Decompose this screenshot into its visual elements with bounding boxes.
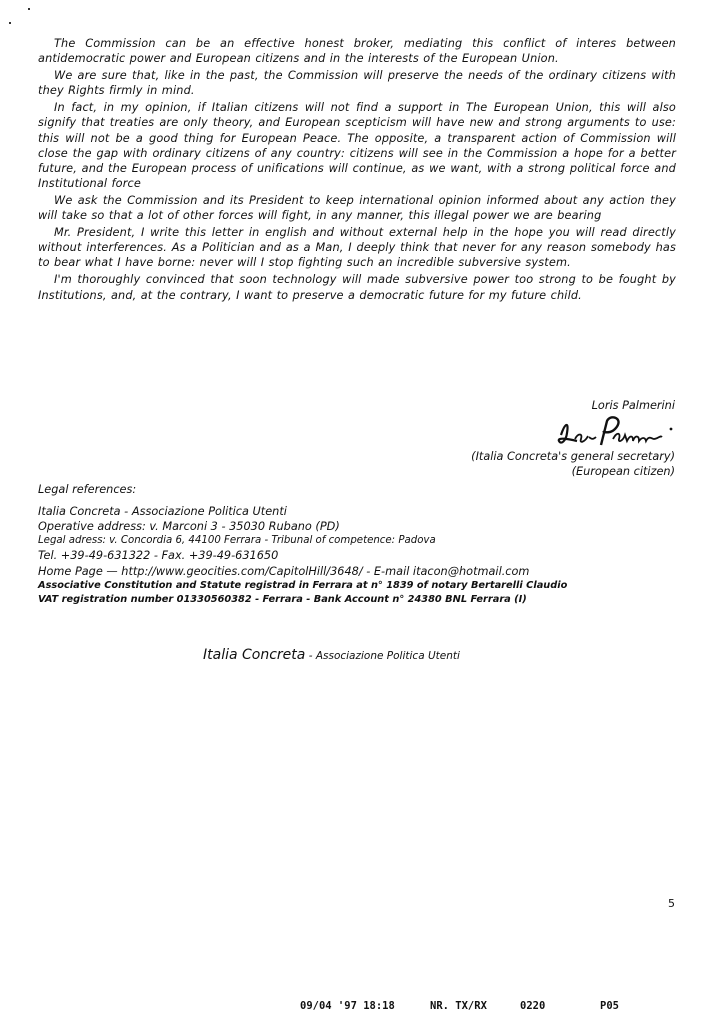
operative-address: Operative address: v. Marconi 3 - 35030 Rubano (PD) [38, 520, 340, 533]
legal-references [38, 482, 678, 606]
homepage-email: Home Page — http://www.geocities.com/CapitolHill/3648/ - E-mail itacon@hotmail.com [38, 565, 530, 578]
footer-org-name: Italia Concreta [203, 647, 306, 663]
paragraph: In fact, in my opinion, if Italian citizens will not find a support in The European Union, this will also signify that treaties are only theory, and European scepticism will have new and strong arguments to use: this will not be a good thing for European Peace. The opposite, a transparent action of Commission will close the gap with ordinary citizens of any country: citizens will see in the Commission a hope for a better future, and the European process of unifications will continue, as we want, with a strong political force and Institutional force [38, 101, 676, 190]
fax-transmission-header [300, 1000, 660, 1012]
paragraph: We are sure that, like in the past, the Commission will preserve the needs of the ordinary citizens with they Rights firmly in mind. [38, 69, 676, 98]
signature-block [375, 398, 675, 480]
phone-fax: Tel. +39-49-631322 - Fax. +39-49-631650 [38, 549, 279, 562]
paragraph: Mr. President, I write this letter in english and without external help in the hope you will read directly without interferences. As a Politician and as a Man, I deeply think that never for any reason somebody has to bear what I have borne: never will I stop fighting such an incredible subversive system. [38, 226, 676, 270]
signer-name: Loris Palmerini [591, 399, 675, 412]
legal-org: Italia Concreta - Associazione Politica Utenti [38, 505, 287, 518]
footer-org-sub: - Associazione Politica Utenti [305, 650, 460, 662]
legal-heading: Legal references: [38, 483, 137, 496]
paragraph: I'm thoroughly convinced that soon technology will made subversive power too strong to be fought by Institutions, and, at the contrary, I want to preserve a democratic future for my future child. [38, 273, 676, 302]
signer-role: (Italia Concreta's general secretary) [471, 449, 675, 463]
paragraph: The Commission can be an effective honest broker, mediating this conflict of interes between antidemocratic power and European citizens and in the interests of the European Union. [38, 37, 676, 66]
vat-line: VAT registration number 01330560382 - Ferrara - Bank Account n° 24380 BNL Ferrara (I) [38, 593, 527, 605]
footer-organization [203, 644, 460, 663]
fax-datetime: 09/04 '97 18:18 [300, 1000, 395, 1012]
page-number: 5 [668, 897, 675, 910]
scan-speck [28, 8, 30, 10]
fax-nr-label: NR. TX/RX [430, 1000, 487, 1012]
legal-address: Legal adress: v. Concordia 6, 44100 Ferrara - Tribunal of competence: Padova [38, 535, 436, 546]
paragraph: We ask the Commission and its President to keep international opinion informed about any action they will take so that a lot of other forces will fight, in any manner, this illegal power we are bearing [38, 193, 676, 223]
letter-body [38, 36, 676, 305]
constitution-line: Associative Constitution and Statute registrad in Ferrara at n° 1839 of notary Bertarelli Claudio [38, 580, 568, 591]
signer-status: (European citizen) [571, 465, 675, 478]
scan-speck [9, 22, 11, 24]
fax-nr-value: 0220 [520, 1000, 546, 1012]
fax-page: P05 [600, 1000, 619, 1012]
handwritten-signature [555, 415, 675, 449]
